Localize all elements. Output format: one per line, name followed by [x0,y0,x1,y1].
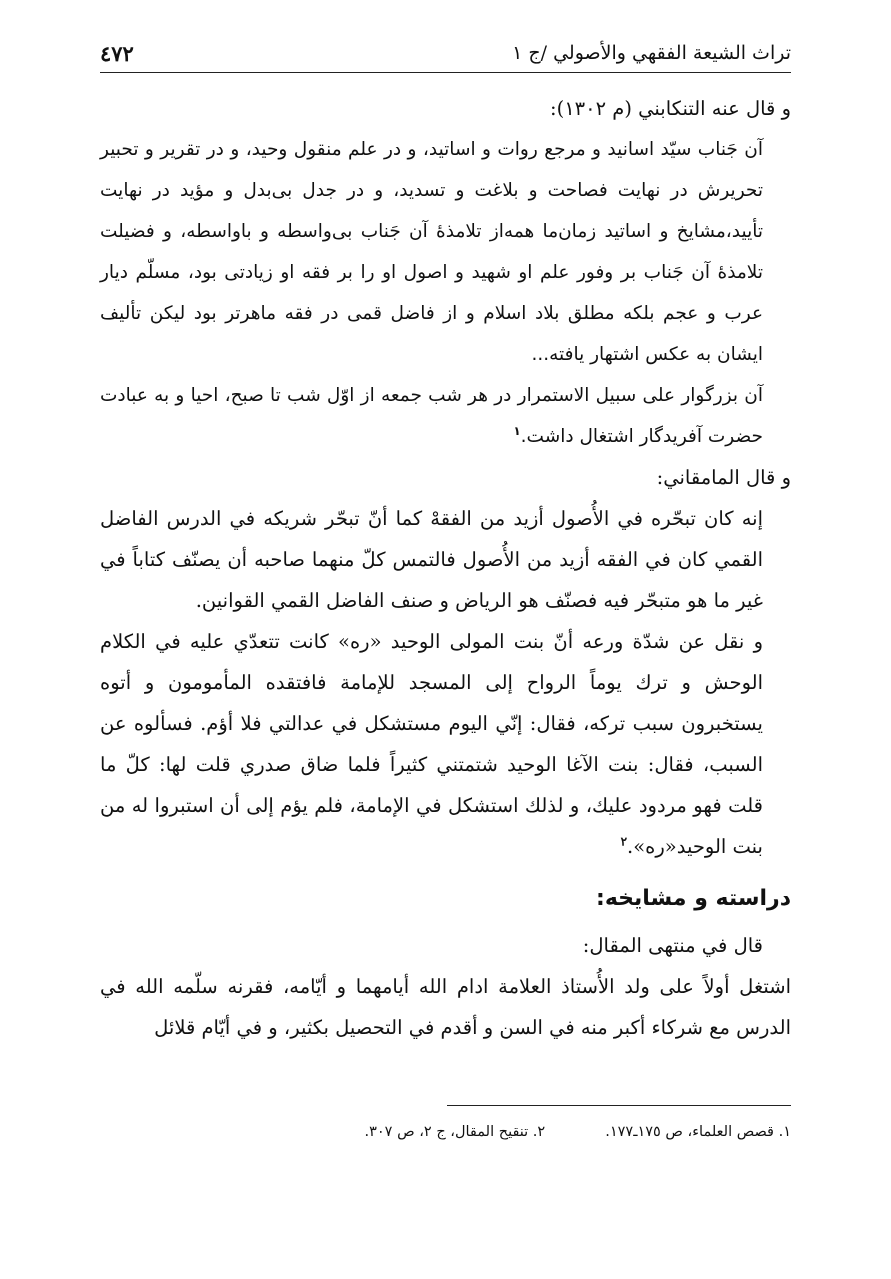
footnote-mark-2: ٢ [620,834,628,849]
quote-arabic-2 [100,621,791,867]
running-title: تراث الشيعة الفقهي والأصولي /ج ١ [512,42,791,64]
paragraph-intro-tonekaboni: و قال عنه التنكابني (م ١٣٠٢): [550,97,791,120]
footnotes [100,1124,791,1140]
quote-persian-2 [100,375,791,457]
quote-arabic-1: إنه كان تبحّره في الأُصول أزيد من الفقهْ كما أنّ تبحّر شريكه في الدرس الفاضل القمي كان في الفقه أزيد من الأُصول فالتمس كلّ منهما صاحبه أن يصنّف كتاباً في غير ما هو متبحّر فيه فصنّف هو الرياض و صنف الفاضل القمي القوانين. [100,507,763,612]
page-number: ٤٧٢ [100,40,134,66]
footnote-2: ٢. تنقيح المقال، ج ٢، ص ٣٠٧. [364,1124,546,1140]
quote-persian-1: آن جَناب سيّد اسانيد و مرجع روات و اساتيد، و در علم منقول وحيد، و در تقرير و تحبير تحريرش در نهايت فصاحت و بلاغت و تسديد، و در جدل بى‌بدل و مؤيد در نهايت تأييد،مشايخ و اساتيد زمان‌ما همه‌از تلامذهٔ آن جَناب بى‌واسطه و باواسطه، و فضيلت تلامذهٔ آن جَناب بر وفور علم او شهيد و اصول او را بر فقه او زيادتى بود، مسلّم ديار عرب و عجم بلكه مطلق بلاد اسلام و از فاضل قمى در فقه ماهرتر بود ليكن تأليف ايشان به عكس اشتهار يافته... [100,139,763,365]
footnote-1: ١. قصص العلماء، ص ١٧٥ـ١٧٧. [605,1124,791,1140]
footnote-mark-1: ١ [513,423,521,438]
quote-arabic-2-text: و نقل عن شدّة ورعه أنّ بنت المولى الوحيد «ره» كانت تتعدّي عليه في الكلام الوحش و ترك يوماً الرواح إلى المسجد للإمامة فافتقده المأمومون و أتوه يستخبرون سبب تركه، فقال: إنّي اليوم مستشكل في عدالتي فلا أؤم. فسألوه عن السبب، فقال: بنت الآغا الوحيد شتمتني كثيراً فلما ضاق صدري قلت لها: كلّ ما قلت فهو مردود عليك، و لذلك استشكل في الإمامة، فلم يؤم إلى أن استبروا له من بنت الوحيد«ره». [100,630,763,858]
quote-persian-2-text: آن بزرگوار على سبيل الاستمرار در هر شب جمعه از اوّل شب تا صبح، احيا و به عبادت حضرت آفريدگار اشتغال داشت. [100,385,763,447]
running-header [100,34,791,73]
paragraph-intro-mamaqani: و قال المامقاني: [656,466,791,489]
paragraph-intro-muntaha: قال في منتهى المقال: [582,934,763,957]
footnote-divider [447,1105,791,1106]
section-heading: دراسته و مشايخه: [596,886,791,911]
main-text [100,88,791,1048]
quote-arabic-3: اشتغل أولاً على ولد الأُستاذ العلامة ادام الله أيامهما و أيّامه، فقرنه سلّمه الله في الدرس مع شركاء أكبر منه في السن و أقدم في التحصيل بكثير، و في أيّام قلائل [100,975,791,1039]
